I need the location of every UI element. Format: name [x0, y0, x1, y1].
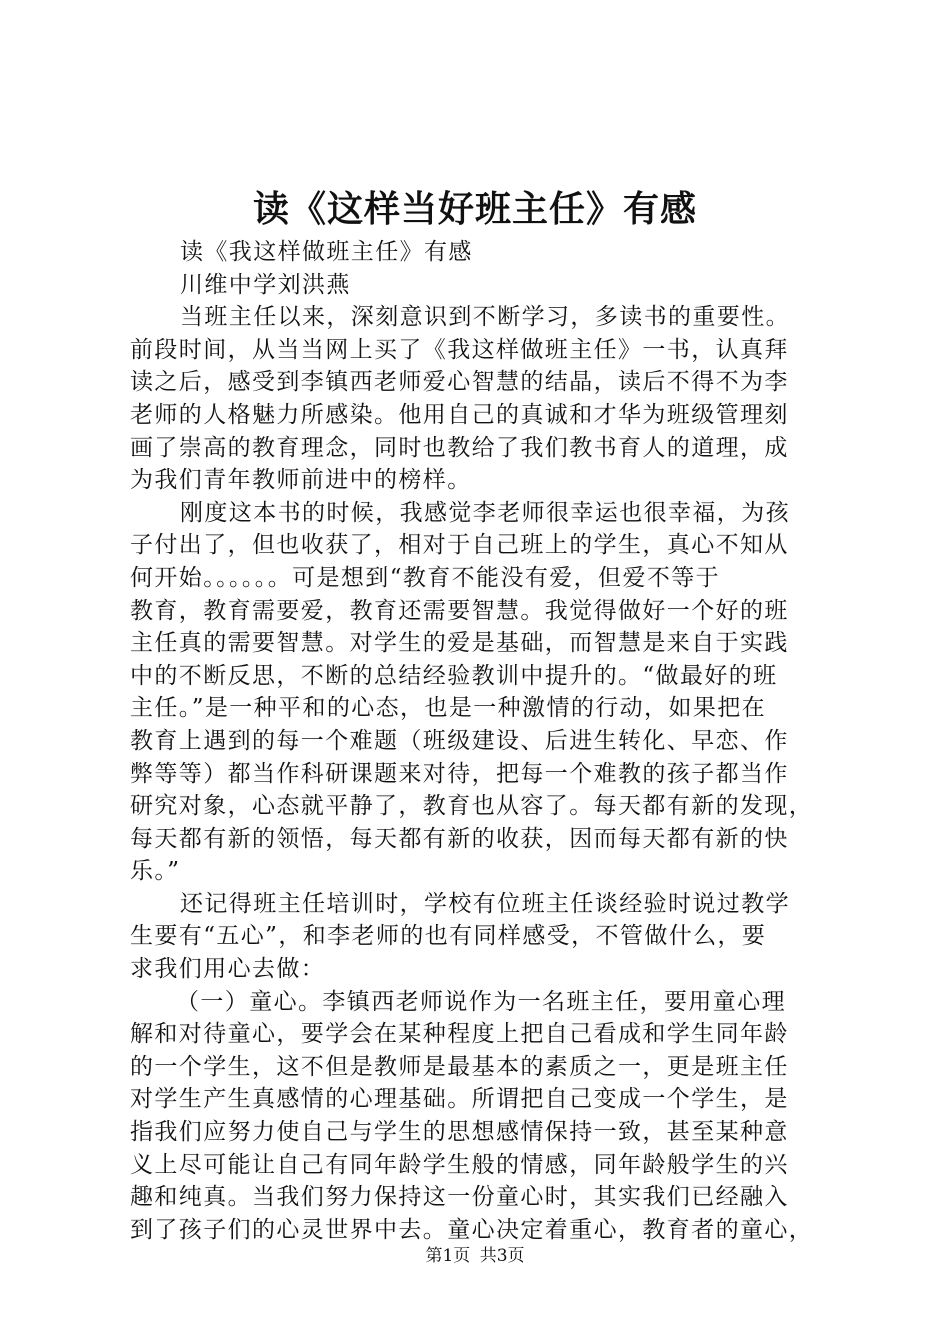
body-line: 为我们青年教师前进中的榜样。: [130, 467, 472, 494]
body-line: 读之后，感受到李镇西老师爱心智慧的结晶，读后不得不为李: [130, 369, 789, 396]
body-line: 到了孩子们的心灵世界中去。童心决定着重心，教育者的童心，: [130, 1216, 814, 1243]
author-line: 川维中学刘洪燕: [180, 271, 351, 298]
page-number: 第1页: [425, 1246, 471, 1266]
body-line: 刚度这本书的时候，我感觉李老师很幸运也很幸福，为孩: [180, 499, 790, 526]
document-body: [130, 236, 830, 1246]
body-line: 老师的人格魅力所感染。他用自己的真诚和才华为班级管理刻: [130, 401, 789, 428]
body-line: 每天都有新的领悟，每天都有新的收获，因而每天都有新的快: [130, 825, 789, 852]
body-line: 画了崇高的教育理念，同时也教给了我们教书育人的道理，成: [130, 434, 789, 461]
body-line: 求我们用心去做：: [130, 956, 326, 983]
body-line: 乐。”: [130, 858, 181, 885]
body-line: 指我们应努力使自己与学生的思想感情保持一致，甚至某种意: [130, 1119, 789, 1146]
body-line: 教育上遇到的每一个难题（班级建设、后进生转化、早恋、作: [130, 727, 789, 754]
subtitle-line: 读《我这样做班主任》有感: [180, 239, 473, 265]
body-line: 解和对待童心，要学会在某种程度上把自己看成和学生同年龄: [130, 1021, 789, 1048]
body-line: （一）童心。李镇西老师说作为一名班主任，要用童心理: [176, 988, 786, 1015]
body-line: 子付出了，但也收获了，相对于自己班上的学生，真心不知从: [130, 532, 789, 559]
body-line: 义上尽可能让自己有同年龄学生般的情感，同年龄般学生的兴: [130, 1151, 789, 1178]
page-footer: [0, 1245, 950, 1267]
body-line: 主任。”是一种平和的心态，也是一种激情的行动，如果把在: [130, 695, 767, 722]
body-line: 生要有“五心”，和李老师的也有同样感受，不管做什么，要: [130, 923, 767, 950]
body-line: 对学生产生真感情的心理基础。所谓把自己变成一个学生，是: [130, 1086, 789, 1113]
body-line: 弊等等）都当作科研课题来对待，把每一个难教的孩子都当作: [130, 760, 789, 787]
body-line: 的一个学生，这不但是教师是最基本的素质之一，更是班主任: [130, 1053, 789, 1080]
body-line: 主任真的需要智慧。对学生的爱是基础，而智慧是来自于实践: [130, 630, 789, 657]
body-line: 当班主任以来，深刻意识到不断学习，多读书的重要性。: [180, 304, 790, 331]
body-line: 何开始。。。。。。可是想到“教育不能没有爱，但爱不等于: [130, 564, 721, 591]
body-line: 前段时间，从当当网上买了《我这样做班主任》一书，认真拜: [130, 336, 789, 363]
body-line: 研究对象，心态就平静了，教育也从容了。每天都有新的发现，: [130, 793, 814, 820]
document-title: 读《这样当好班主任》有感: [252, 188, 697, 230]
body-line: 中的不断反思，不断的总结经验教训中提升的。“做最好的班: [130, 662, 778, 689]
page-total: 共3页: [479, 1246, 525, 1266]
body-line: 教育，教育需要爱，教育还需要智慧。我觉得做好一个好的班: [130, 597, 789, 624]
body-line: 趣和纯真。当我们努力保持这一份童心时，其实我们已经融入: [130, 1184, 789, 1211]
body-line: 还记得班主任培训时，学校有位班主任谈经验时说过教学: [180, 890, 790, 917]
